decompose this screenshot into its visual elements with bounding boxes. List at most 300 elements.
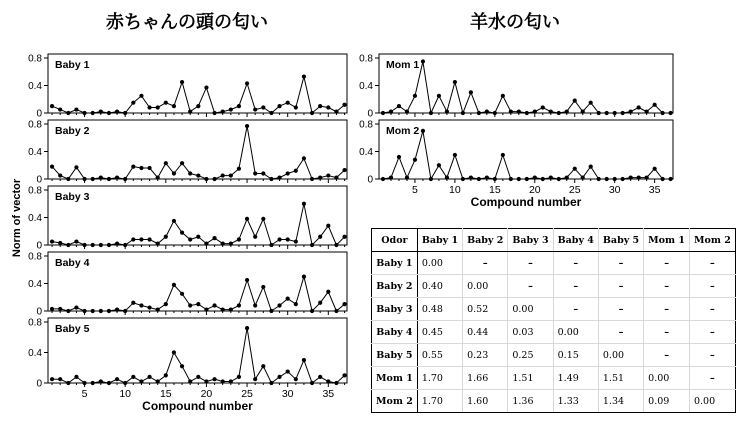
baby-4-data-point	[180, 292, 184, 296]
baby-5-data-point	[318, 375, 322, 379]
baby-4-ytick-label: 0.8	[28, 251, 42, 263]
baby-3-data-point	[326, 224, 330, 228]
baby-4-data-point	[115, 308, 119, 312]
mom-2-data-point	[573, 167, 577, 171]
baby-2-data-point	[212, 177, 216, 181]
baby-5-data-point	[82, 381, 86, 385]
baby-3-data-point	[245, 217, 249, 221]
table-cell: –	[598, 275, 643, 298]
baby-4-data-point	[229, 308, 233, 312]
mom-1-data-point	[645, 110, 649, 114]
mom-1-label: Mom 1	[386, 59, 420, 71]
baby-2-data-point	[91, 177, 95, 181]
mom-2-data-point	[397, 155, 401, 159]
baby-4-data-point	[326, 290, 330, 294]
baby-4-data-point	[91, 309, 95, 313]
mom-1-data-point	[597, 111, 601, 115]
baby-2-data-point	[286, 171, 290, 175]
baby-1-data-point	[82, 111, 86, 115]
baby-3-data-point	[229, 242, 233, 246]
baby-3-ytick-label: 0	[36, 240, 42, 252]
table-cell: 0.23	[463, 344, 508, 367]
baby-5-xtick-label: 15	[159, 388, 172, 400]
mom-2-ytick-label: 0.8	[359, 119, 373, 131]
baby-2-ytick-label: 0	[36, 174, 42, 186]
mom-2-data-point	[653, 167, 657, 171]
mom-1-data-point	[413, 94, 417, 98]
baby-1-data-point	[58, 107, 62, 111]
mom-1-data-point	[421, 59, 425, 63]
baby-1-ytick-label: 0.4	[28, 81, 42, 92]
baby-1-data-point	[50, 104, 54, 108]
mom-2-data-point	[437, 163, 441, 167]
mom-2-xtick-label: 25	[568, 184, 581, 196]
mom-1-data-point	[397, 104, 401, 108]
baby-5-series-line	[52, 328, 345, 383]
baby-5-data-point	[115, 377, 119, 381]
baby-1-data-point	[156, 105, 160, 109]
mom-2-data-point	[613, 177, 617, 181]
baby-4-data-point	[147, 305, 151, 309]
mom-2-xtick-label: 5	[412, 184, 418, 196]
baby-3-data-point	[156, 242, 160, 246]
baby-3-data-point	[286, 237, 290, 241]
mom-1-data-point	[581, 110, 585, 114]
baby-5-data-point	[204, 379, 208, 383]
baby-odor-heading: 赤ちゃんの頭の匂い	[106, 12, 268, 33]
table-cell: 0.52	[463, 298, 508, 321]
baby-1-data-point	[180, 80, 184, 84]
table-header-cell: Baby 2	[463, 229, 508, 252]
baby-1-data-point	[237, 104, 241, 108]
baby-5-xtick-label: 20	[200, 388, 213, 400]
baby-4-data-point	[156, 308, 160, 312]
baby-3-data-point	[237, 237, 241, 241]
baby-5-xtick-label: 10	[119, 388, 132, 400]
baby-4-data-point	[318, 301, 322, 305]
baby-2-data-point	[147, 166, 151, 170]
table-cell: –	[553, 252, 598, 275]
table-cell: 0.00	[598, 344, 643, 367]
mom-2-data-point	[461, 177, 465, 181]
baby-2-data-point	[237, 167, 241, 171]
baby-5-data-point	[286, 369, 290, 373]
baby-1-ytick-label: 0.8	[28, 53, 42, 65]
mom-1-data-point	[405, 110, 409, 114]
mom-2-data-point	[629, 176, 633, 180]
baby-3-data-point	[107, 243, 111, 247]
table-cell: –	[689, 344, 735, 367]
mom-1-series-line	[383, 61, 671, 113]
baby-3-data-point	[294, 239, 298, 243]
baby-2-data-point	[310, 177, 314, 181]
baby-3-data-point	[310, 243, 314, 247]
table-cell: –	[553, 298, 598, 321]
baby-3-data-point	[253, 235, 257, 239]
y-axis-label: Norm of vector	[11, 178, 23, 258]
mom-2-data-point	[661, 177, 665, 181]
table-cell: –	[508, 275, 553, 298]
baby-5-ytick-label: 0.8	[28, 317, 42, 329]
baby-2-data-point	[74, 165, 78, 169]
mom-2-data-point	[621, 177, 625, 181]
mom-2-xtick-label: 30	[608, 184, 621, 196]
mom-2-data-point	[549, 176, 553, 180]
mom-2-data-point	[605, 177, 609, 181]
baby-2-data-point	[261, 171, 265, 175]
baby-1-data-point	[147, 105, 151, 109]
baby-2-data-point	[172, 171, 176, 175]
mom-2-data-point	[565, 176, 569, 180]
baby-2-data-point	[326, 173, 330, 177]
baby-2-data-point	[196, 173, 200, 177]
mom-2-xtick-label: 15	[488, 184, 501, 196]
baby-1-data-point	[334, 110, 338, 114]
baby-4-data-point	[294, 302, 298, 306]
baby-4-data-point	[237, 303, 241, 307]
baby-1-data-point	[245, 81, 249, 85]
mom-2-data-point	[445, 176, 449, 180]
baby-5-data-point	[277, 375, 281, 379]
baby-5-data-point	[294, 377, 298, 381]
mom-2-data-point	[645, 176, 649, 180]
mom-1-data-point	[557, 111, 561, 115]
mom-1-data-point	[621, 111, 625, 115]
baby-3-ytick-label: 0.8	[28, 185, 42, 197]
baby-3-data-point	[342, 235, 346, 239]
baby-3-data-point	[50, 239, 54, 243]
baby-5-data-point	[326, 379, 330, 383]
baby-2-frame	[48, 120, 347, 179]
table-row	[372, 321, 736, 344]
baby-1-data-point	[107, 111, 111, 115]
baby-5-data-point	[139, 379, 143, 383]
table-header-cell: Odor	[372, 229, 418, 252]
baby-5-data-point	[221, 379, 225, 383]
baby-4-data-point	[172, 283, 176, 287]
baby-5-data-point	[196, 375, 200, 379]
table-cell: 0.25	[508, 344, 553, 367]
baby-4-data-point	[123, 309, 127, 313]
baby-4-data-point	[334, 309, 338, 313]
baby-1-data-point	[277, 104, 281, 108]
mom-2-data-point	[525, 177, 529, 181]
baby-4-data-point	[221, 308, 225, 312]
mom-1-data-point	[461, 111, 465, 115]
table-header-cell: Mom 2	[689, 229, 735, 252]
baby-5-data-point	[245, 326, 249, 330]
baby-2-data-point	[342, 168, 346, 172]
baby-5-data-point	[212, 377, 216, 381]
baby-3-data-point	[99, 243, 103, 247]
baby-4-data-point	[302, 275, 306, 279]
baby-1-data-point	[342, 103, 346, 107]
table-cell: 0.00	[508, 298, 553, 321]
baby-3-data-point	[269, 243, 273, 247]
mom-1-data-point	[453, 80, 457, 84]
baby-1-ytick-label: 0	[36, 108, 42, 120]
baby-4-data-point	[342, 302, 346, 306]
baby-2-data-point	[164, 161, 168, 165]
baby-1-data-point	[212, 111, 216, 115]
table-cell: 1.33	[553, 390, 598, 413]
mom-2-xtick-label: 10	[449, 184, 461, 196]
baby-2-data-point	[221, 173, 225, 177]
table-header-cell: Baby 1	[417, 229, 462, 252]
baby-5-data-point	[66, 381, 70, 385]
baby-4-label: Baby 4	[55, 257, 90, 269]
baby-4-data-point	[212, 303, 216, 307]
baby-2-data-point	[50, 165, 54, 169]
table-row	[372, 344, 736, 367]
baby-2-data-point	[66, 177, 70, 181]
table-row-header: Baby 3	[372, 298, 418, 321]
baby-1-data-point	[253, 107, 257, 111]
baby-1-data-point	[123, 111, 127, 115]
table-cell: –	[689, 298, 735, 321]
baby-3-data-point	[131, 237, 135, 241]
table-cell: 0.09	[644, 390, 690, 413]
baby-3-data-point	[204, 242, 208, 246]
baby-3-data-point	[91, 243, 95, 247]
table-header-cell: Baby 3	[508, 229, 553, 252]
baby-5-data-point	[188, 379, 192, 383]
baby-1-data-point	[310, 111, 314, 115]
table-cell: –	[644, 344, 690, 367]
baby-5-label: Baby 5	[55, 323, 90, 335]
baby-3-data-point	[164, 235, 168, 239]
baby-5-data-point	[156, 379, 160, 383]
baby-1-label: Baby 1	[55, 59, 90, 71]
baby-3-data-point	[318, 235, 322, 239]
baby-5-data-point	[180, 364, 184, 368]
baby-1-data-point	[221, 110, 225, 114]
baby-4-data-point	[261, 285, 265, 289]
mom-1-data-point	[437, 94, 441, 98]
baby-5-data-point	[269, 381, 273, 385]
mom-1-data-point	[653, 103, 657, 107]
mom-2-series-line	[383, 131, 671, 179]
mom-1-data-point	[381, 111, 385, 115]
baby-5-data-point	[253, 377, 257, 381]
table-cell: 0.44	[463, 321, 508, 344]
table-cell: 1.51	[508, 367, 553, 390]
mom-2-ytick-label: 0.4	[359, 147, 373, 158]
table-cell: 0.00	[463, 275, 508, 298]
table-cell: 0.00	[689, 390, 735, 413]
mom-2-data-point	[477, 177, 481, 181]
baby-2-data-point	[139, 166, 143, 170]
baby-1-data-point	[318, 104, 322, 108]
table-cell: –	[644, 321, 690, 344]
mom-1-data-point	[669, 111, 673, 115]
baby-4-data-point	[164, 302, 168, 306]
baby-3-data-point	[302, 202, 306, 206]
baby-5-ytick-label: 0	[36, 378, 42, 390]
table-cell: 0.00	[417, 252, 462, 275]
baby-5-data-point	[131, 375, 135, 379]
baby-3-data-point	[221, 242, 225, 246]
baby-1-data-point	[286, 101, 290, 105]
table-cell: 0.40	[417, 275, 462, 298]
baby-3-data-point	[180, 231, 184, 235]
table-row-header: Baby 5	[372, 344, 418, 367]
baby-2-data-point	[188, 171, 192, 175]
table-row	[372, 390, 736, 413]
baby-4-data-point	[50, 307, 54, 311]
mom-1-data-point	[613, 111, 617, 115]
baby-2-ytick-label: 0.4	[28, 147, 42, 158]
table-cell: –	[598, 252, 643, 275]
mom-2-data-point	[589, 165, 593, 169]
baby-2-data-point	[131, 165, 135, 169]
baby-2-data-point	[334, 176, 338, 180]
table-cell: 0.55	[417, 344, 462, 367]
baby-5-xlabel: Compound number	[142, 399, 253, 413]
mom-1-data-point	[429, 111, 433, 115]
baby-3-data-point	[334, 243, 338, 247]
baby-2-data-point	[99, 176, 103, 180]
baby-5-data-point	[123, 381, 127, 385]
baby-5-frame	[48, 318, 347, 383]
mom-1-data-point	[605, 111, 609, 115]
baby-4-data-point	[58, 307, 62, 311]
table-cell: –	[644, 275, 690, 298]
table-row-header: Baby 2	[372, 275, 418, 298]
baby-3-data-point	[123, 243, 127, 247]
baby-5-data-point	[74, 375, 78, 379]
baby-1-data-point	[302, 74, 306, 78]
baby-5-data-point	[302, 358, 306, 362]
baby-3-data-point	[115, 242, 119, 246]
baby-2-data-point	[277, 176, 281, 180]
baby-5-data-point	[261, 364, 265, 368]
mom-2-data-point	[509, 177, 513, 181]
mom-1-data-point	[389, 110, 393, 114]
baby-2-data-point	[302, 156, 306, 160]
baby-3-label: Baby 3	[55, 191, 90, 203]
mom-1-data-point	[445, 110, 449, 114]
table-cell: 0.15	[553, 344, 598, 367]
mom-2-xtick-label: 20	[528, 184, 541, 196]
baby-4-data-point	[286, 297, 290, 301]
mom-1-data-point	[517, 110, 521, 114]
mom-2-xtick-label: 35	[648, 184, 661, 196]
mom-2-data-point	[493, 177, 497, 181]
distance-table	[371, 228, 736, 413]
baby-5-xtick-label: 30	[281, 388, 294, 400]
mom-1-data-point	[661, 111, 665, 115]
baby-5-data-point	[172, 350, 176, 354]
baby-1-data-point	[196, 104, 200, 108]
baby-1-data-point	[74, 107, 78, 111]
baby-2-label: Baby 2	[55, 125, 90, 137]
table-cell: 0.00	[644, 367, 690, 390]
table-header-row	[372, 229, 736, 252]
table-header-cell: Mom 1	[644, 229, 690, 252]
table-cell: 1.49	[553, 367, 598, 390]
baby-1-data-point	[261, 105, 265, 109]
table-cell: 1.70	[417, 390, 462, 413]
table-cell: 0.45	[417, 321, 462, 344]
table-cell: –	[689, 321, 735, 344]
mom-2-data-point	[405, 176, 409, 180]
mom-1-data-point	[525, 111, 529, 115]
baby-3-data-point	[82, 243, 86, 247]
table-row-header: Mom 1	[372, 367, 418, 390]
baby-4-data-point	[188, 303, 192, 307]
baby-4-data-point	[253, 303, 257, 307]
table-cell: –	[598, 321, 643, 344]
mom-1-data-point	[501, 94, 505, 98]
mom-1-data-point	[589, 101, 593, 105]
baby-1-data-point	[91, 111, 95, 115]
mom-2-data-point	[469, 176, 473, 180]
mom-2-data-point	[453, 153, 457, 157]
mom-1-data-point	[637, 105, 641, 109]
baby-4-data-point	[277, 303, 281, 307]
baby-4-data-point	[82, 309, 86, 313]
mom-1-data-point	[493, 111, 497, 115]
baby-3-ytick-label: 0.4	[28, 213, 42, 224]
baby-4-data-point	[245, 278, 249, 282]
baby-1-data-point	[204, 85, 208, 89]
baby-2-ytick-label: 0.8	[28, 119, 42, 131]
baby-4-ytick-label: 0.4	[28, 279, 42, 290]
baby-4-data-point	[310, 309, 314, 313]
table-cell: 1.70	[417, 367, 462, 390]
baby-4-data-point	[139, 303, 143, 307]
baby-2-series-line	[52, 126, 345, 179]
mom-2-data-point	[421, 129, 425, 133]
table-row	[372, 367, 736, 390]
baby-3-data-point	[147, 237, 151, 241]
table-cell: 1.66	[463, 367, 508, 390]
baby-1-data-point	[115, 110, 119, 114]
baby-1-data-point	[66, 111, 70, 115]
baby-4-data-point	[131, 301, 135, 305]
baby-3-data-point	[74, 239, 78, 243]
table-row	[372, 252, 736, 275]
baby-2-data-point	[229, 173, 233, 177]
table-cell: 0.48	[417, 298, 462, 321]
mom-1-data-point	[541, 105, 545, 109]
mom-2-label: Mom 2	[386, 125, 420, 137]
baby-5-data-point	[237, 375, 241, 379]
baby-2-data-point	[269, 177, 273, 181]
baby-4-data-point	[74, 305, 78, 309]
baby-5-data-point	[334, 381, 338, 385]
baby-2-data-point	[107, 177, 111, 181]
table-row-header: Mom 2	[372, 390, 418, 413]
mom-2-data-point	[597, 177, 601, 181]
mom-1-data-point	[533, 110, 537, 114]
mom-2-data-point	[637, 176, 641, 180]
table-cell: 1.51	[598, 367, 643, 390]
baby-2-data-point	[115, 176, 119, 180]
table-cell: –	[644, 298, 690, 321]
baby-2-data-point	[245, 124, 249, 128]
table-cell: 0.00	[553, 321, 598, 344]
baby-2-data-point	[82, 177, 86, 181]
table-cell: –	[644, 252, 690, 275]
mom-2-data-point	[517, 177, 521, 181]
table-cell: –	[553, 275, 598, 298]
baby-4-data-point	[196, 302, 200, 306]
baby-5-data-point	[99, 379, 103, 383]
baby-1-data-point	[229, 107, 233, 111]
mom-1-data-point	[549, 110, 553, 114]
